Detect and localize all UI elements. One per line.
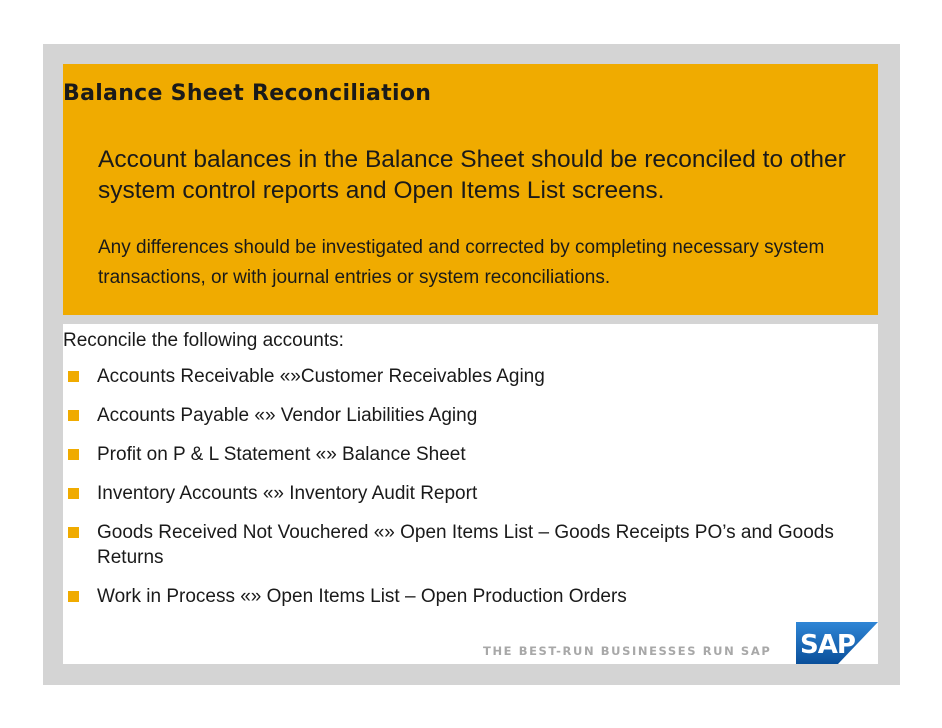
- bullet-text: Profit on P & L Statement «» Balance Sheet: [97, 444, 466, 465]
- sap-logo-icon: [796, 622, 878, 664]
- list-item: [63, 364, 878, 389]
- header-band: [63, 64, 878, 315]
- slide: [63, 64, 878, 664]
- bullet-text: Inventory Accounts «» Inventory Audit Report: [97, 483, 478, 504]
- list-item: [63, 481, 878, 506]
- intro-text: Reconcile the following accounts:: [63, 330, 344, 351]
- square-bullet-icon: [68, 527, 79, 538]
- footer-tagline: THE BEST-RUN BUSINESSES RUN SAP: [483, 644, 772, 658]
- square-bullet-icon: [68, 371, 79, 382]
- square-bullet-icon: [68, 449, 79, 460]
- bullet-text: Goods Received Not Vouchered «» Open Items List – Goods Receipts PO’s and Goods Returns: [97, 522, 834, 568]
- square-bullet-icon: [68, 488, 79, 499]
- bullet-text: Accounts Receivable «»Customer Receivables Aging: [97, 366, 545, 387]
- square-bullet-icon: [68, 591, 79, 602]
- bullet-text: Work in Process «» Open Items List – Open Production Orders: [97, 586, 627, 607]
- list-item: [63, 403, 878, 428]
- detail-paragraph: Any differences should be investigated and corrected by completing necessary system transactions, or with journal entries or system reconciliations.: [98, 237, 825, 288]
- divider: [63, 315, 878, 324]
- slide-title: Balance Sheet Reconciliation: [63, 81, 432, 106]
- list-item: [63, 584, 878, 609]
- lead-paragraph: Account balances in the Balance Sheet should be reconciled to other system control reports and Open Items List screens.: [98, 146, 846, 204]
- list-item: [63, 520, 878, 570]
- bullet-list: [63, 364, 878, 623]
- sap-logo-text: SAP: [800, 630, 855, 660]
- list-item: [63, 442, 878, 467]
- bullet-text: Accounts Payable «» Vendor Liabilities Aging: [97, 405, 478, 426]
- square-bullet-icon: [68, 410, 79, 421]
